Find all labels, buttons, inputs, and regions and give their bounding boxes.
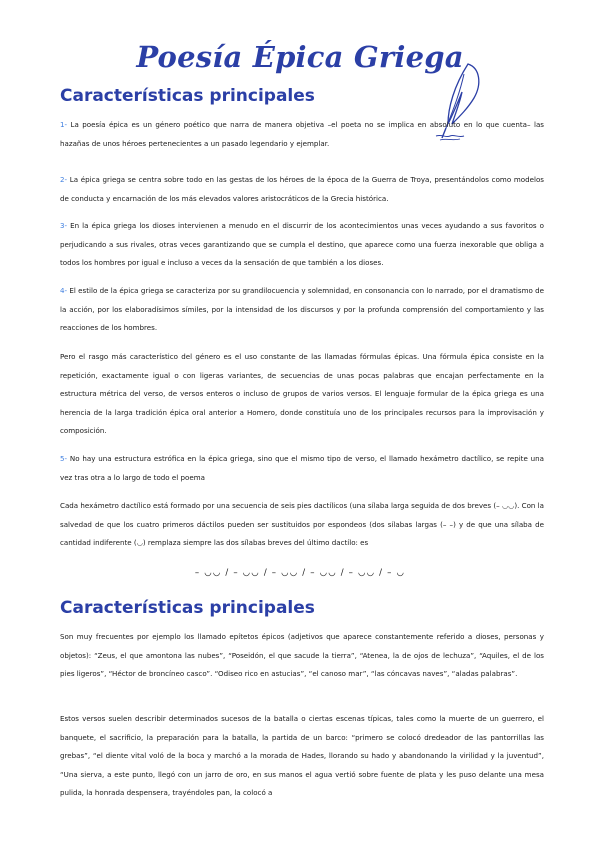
paragraph-text: En la épica griega los dioses intervienen a menudo en el discurrir de los acontecimientos unas veces ayudando a sus favoritos o perjudicando a sus rivales, otras veces garantizando que se cumpla el destino, que aparece como una fuerza inexorable que obliga a todos los hombres por igual e incluso a veces da la sensación de que también a los dioses. <box>60 221 544 267</box>
paragraph-number: 5- <box>60 454 68 463</box>
paragraph-9 <box>60 710 544 803</box>
paragraph-6 <box>60 450 544 487</box>
paragraph-1 <box>60 116 544 153</box>
paragraph-4 <box>60 282 544 338</box>
section-heading-2: Características principales <box>60 598 315 618</box>
paragraph-number: 1- <box>60 120 68 129</box>
paragraph-7 <box>60 497 544 553</box>
paragraph-text: Pero el rasgo más característico del género es el uso constante de las llamadas fórmulas épicas. Una fórmula épica consiste en la repetición, exactamente igual o con ligeras variantes, de secuencias de unas pocas palabras que encajan perfectamente en la estructura métrica del verso, de versos enteros o incluso de grupos de varios versos. El lenguaje formular de la épica griega es una herencia de la larga tradición épica oral anterior a Homero, donde constituía uno de los principales recursos para la improvisación y composición. <box>60 352 544 435</box>
hexameter-formula: – ◡◡ / – ◡◡ / – ◡◡ / – ◡◡ / – ◡◡ / – ◡ <box>194 568 406 578</box>
page-title: Poesía Épica Griega <box>136 40 464 74</box>
paragraph-number: 4- <box>60 286 68 295</box>
paragraph-2 <box>60 171 544 208</box>
paragraph-text: El estilo de la épica griega se caracteriza por su grandilocuencia y solemnidad, en consonancia con lo narrado, por el dramatismo de la acción, por los elaboradísimos símiles, por la intensidad de los discursos y por la profunda comprensión del comportamiento y las reacciones de los hombres. <box>60 286 544 332</box>
paragraph-text: La épica griega se centra sobre todo en las gestas de los héroes de la época de la Guerra de Troya, presentándolos como modelos de conducta y encarnación de los más elevados valores aristocráticos de la Grecia histórica. <box>60 175 544 203</box>
paragraph-8 <box>60 628 544 684</box>
paragraph-number: 2- <box>60 175 68 184</box>
paragraph-text: No hay una estructura estrófica en la épica griega, sino que el mismo tipo de verso, el llamado hexámetro dactílico, se repite una vez tras otra a lo largo de todo el poema <box>60 454 544 482</box>
paragraph-number: 3- <box>60 221 68 230</box>
section-heading-1: Características principales <box>60 86 315 106</box>
paragraph-5 <box>60 348 544 441</box>
paragraph-3 <box>60 217 544 273</box>
paragraph-text: Son muy frecuentes por ejemplo los llamado epítetos épicos (adjetivos que aparece constantemente referido a dioses, personas y objetos): “Zeus, el que amontona las nubes”, “Poseidón, el que sacude la tierra”, “Atenea, la de ojos de lechuza”, “Aquiles, el de los pies ligeros”, “Héctor de broncíneo casco”. “Odiseo rico en astucias”, “el canoso mar”, “las cóncavas naves”, “aladas palabras”. <box>60 632 544 678</box>
paragraph-text: La poesía épica es un género poético que narra de manera objetiva –el poeta no se implica en absoluto en lo que cuenta– las hazañas de unos héroes pertenecientes a un pasado legendario y ejemplar. <box>60 120 544 148</box>
paragraph-text: Estos versos suelen describir determinados sucesos de la batalla o ciertas escenas típicas, tales como la muerte de un guerrero, el banquete, el sacrificio, la preparación para la batalla, la partida de un barco: “primero se colocó dredeador de las pantorrillas las grebas”, “el diente vital voló de la boca y marchó a la morada de Hades, llorando su hado y abandonando la virilidad y la juventud”, “Una sierva, a este punto, llegó con un jarro de oro, en sus manos el agua vertió sobre fuente de plata y les puso delante una mesa pulida, la honrada despensera, trayéndoles pan, la colocó a <box>60 714 544 797</box>
paragraph-text: Cada hexámetro dactílico está formado por una secuencia de seis pies dactílicos (una sílaba larga seguida de dos breves (– ◡◡). Con la salvedad de que los cuatro primeros dáctilos pueden ser sustituidos por espondeos (dos sílabas largas (– –) y de que una sílaba de cantidad indiferente (◡) remplaza siempre las dos sílabas breves del último dactílo: es <box>60 501 544 547</box>
